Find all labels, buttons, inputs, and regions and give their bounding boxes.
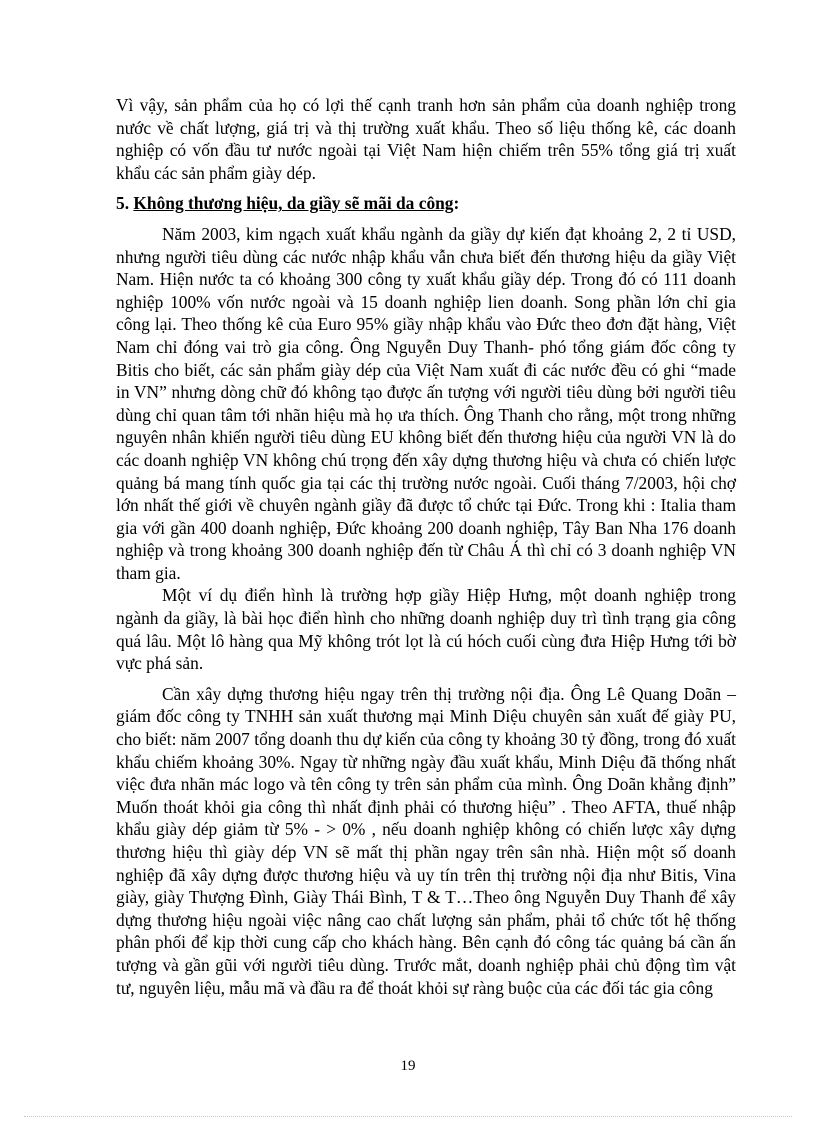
paragraph-hiep-hung-example: Một ví dụ điển hình là trường hợp giầy Hiệp Hưng, một doanh nghiệp trong ngành da giầy, là bài học điển hình cho những doanh nghiệp duy trì tình trạng gia công quá lâu. Một lô hàng qua Mỹ không trót lọt là cú hóch cuối cùng đưa Hiệp Hưng tới bờ vực phá sản. (116, 585, 736, 674)
page-body (116, 94, 736, 999)
paragraph-domestic-branding: Cần xây dựng thương hiệu ngay trên thị trường nội địa. Ông Lê Quang Doãn – giám đốc công ty TNHH sản xuất thương mại Minh Diệu chuyên sản xuất đế giày PU, cho biết: năm 2007 tổng doanh thu dự kiến của công ty khoảng 30 tỷ đồng, trong đó xuất khẩu chiếm khoảng 30%. Ngay từ những ngày đầu xuất khẩu, Minh Diệu đã thống nhất việc đưa nhãn mác logo và tên công ty trên sản phẩm của mình. Ông Doãn khẳng định” Muốn thoát khỏi gia công thì nhất định phải có thương hiệu” . Theo AFTA, thuế nhập khẩu giày dép giảm từ 5% - > 0% , nếu doanh nghiệp không có chiến lược xây dựng thương hiệu thì giày dép VN sẽ mất thị phần ngay trên sân nhà. Hiện một số doanh nghiệp đã xây dựng được thương hiệu và uy tín trên thị trường nội địa như Bitis, Vina giày, giày Thượng Đình, Giày Thái Bình, T & T…Theo ông Nguyễn Duy Thanh để xây dựng thương hiệu ngoài việc nâng cao chất lượng sản phẩm, phải tổ chức tốt hệ thống phân phối để kịp thời cung cấp cho khách hàng. Bên cạnh đó công tác quảng bá cần ấn tượng và gần gũi với người tiêu dùng. Trước mắt, doanh nghiệp phải chủ động tìm vật tư, nguyên liệu, mẫu mã và đầu ra để thoát khỏi sự ràng buộc của các đối tác gia công (116, 683, 736, 998)
heading-suffix: : (453, 193, 460, 214)
page-bottom-divider (24, 1116, 792, 1117)
section-heading (116, 192, 736, 215)
page-number: 19 (400, 1058, 416, 1074)
heading-number: 5. (116, 193, 134, 214)
paragraph-intro: Vì vậy, sản phẩm của họ có lợi thế cạnh tranh hơn sản phẩm của doanh nghiệp trong nước về chất lượng, giá trị và thị trường xuất khẩu. Theo số liệu thống kê, các doanh nghiệp có vốn đầu tư nước ngoài tại Việt Nam hiện chiếm trên 55% tổng giá trị xuất khẩu các sản phẩm giày dép. (116, 95, 736, 183)
heading-title: Không thương hiệu, da giầy sẽ mãi da công (133, 193, 454, 214)
paragraph-export-figures: Năm 2003, kim ngạch xuất khẩu ngành da giầy dự kiến đạt khoảng 2, 2 tỉ USD, nhưng người tiêu dùng các nước nhập khẩu vẫn chưa biết đến thương hiệu da giầy Việt Nam. Hiện nước ta có khoảng 300 công ty xuất khẩu giầy dép. Trong đó có 111 doanh nghiệp 100% vốn nước ngoài và 15 doanh nghiệp lien doanh. Song phần lớn chỉ gia công lại. Theo thống kê của Euro 95% giầy nhập khẩu vào Đức theo đơn đặt hàng, Việt Nam chỉ đóng vai trò gia công. Ông Nguyễn Duy Thanh- phó tổng giám đốc công ty Bitis cho biết, các sản phẩm giày dép của Việt Nam xuất đi các nước đều có ghi “made in VN” nhưng dòng chữ đó không tạo được ấn tượng với người tiêu dùng bởi người tiêu dùng chỉ quan tâm tới nhãn hiệu mà họ ưa thích. Ông Thanh cho rằng, một trong những nguyên nhân khiến người tiêu dùng EU không biết đến thương hiệu của người VN là do các doanh nghiệp VN không chú trọng đến xây dựng thương hiệu và chưa có chiến lược quảng bá mang tính quốc gia tại các thị trường nước ngoài. Cuối tháng 7/2003, hội chợ lớn nhất thế giới về chuyên ngành giầy đã được tổ chức tại Đức. Trong khi : Italia tham gia với gần 400 doanh nghiệp, Đức khoảng 200 doanh nghiệp, Tây Ban Nha 176 doanh nghiệp và trong khoảng 300 doanh nghiệp đến từ Châu Á thì chỉ có 3 doanh nghiệp VN tham gia. (116, 223, 736, 583)
